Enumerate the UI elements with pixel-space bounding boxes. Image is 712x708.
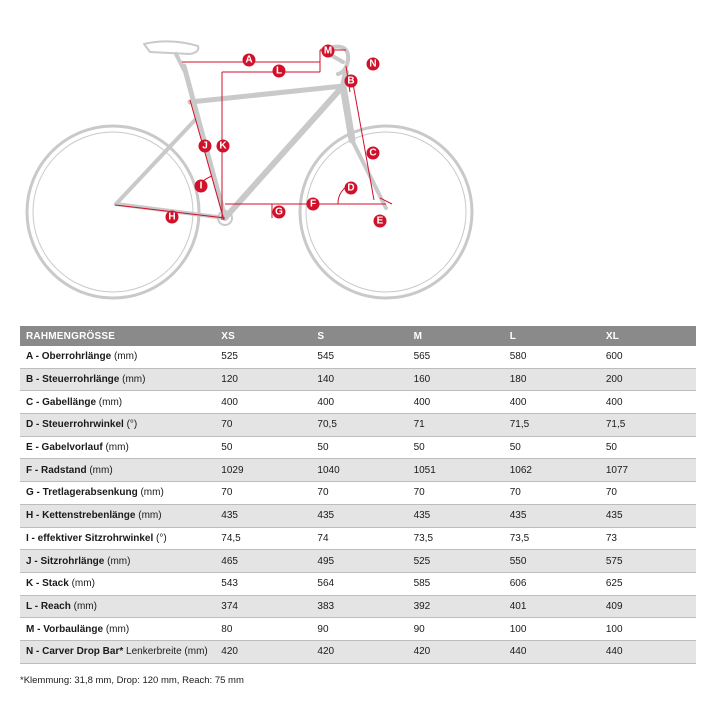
table-row bbox=[20, 391, 696, 414]
row-label-unit: (mm) bbox=[135, 510, 162, 522]
table-cell: 74,5 bbox=[215, 527, 311, 550]
table-cell: 420 bbox=[311, 640, 407, 663]
table-cell: 73,5 bbox=[504, 527, 600, 550]
svg-text:B: B bbox=[347, 75, 355, 87]
table-cell: 120 bbox=[215, 368, 311, 391]
svg-text:E: E bbox=[376, 215, 384, 227]
row-label bbox=[20, 527, 215, 550]
row-label bbox=[20, 436, 215, 459]
table-cell: 565 bbox=[408, 346, 504, 368]
table-cell: 550 bbox=[504, 550, 600, 573]
table-cell: 200 bbox=[600, 368, 696, 391]
table-cell: 543 bbox=[215, 572, 311, 595]
table-cell: 71,5 bbox=[504, 414, 600, 437]
marker-C bbox=[367, 147, 380, 160]
table-cell: 140 bbox=[311, 368, 407, 391]
row-label bbox=[20, 640, 215, 663]
table-cell: 625 bbox=[600, 572, 696, 595]
table-cell: 545 bbox=[311, 346, 407, 368]
table-cell: 50 bbox=[504, 436, 600, 459]
header-size-xl: XL bbox=[600, 326, 696, 346]
table-cell: 435 bbox=[408, 504, 504, 527]
table-row bbox=[20, 346, 696, 368]
row-label bbox=[20, 459, 215, 482]
table-cell: 50 bbox=[600, 436, 696, 459]
table-row bbox=[20, 414, 696, 437]
svg-text:F: F bbox=[309, 198, 317, 210]
table-cell: 435 bbox=[600, 504, 696, 527]
row-label-unit: (mm) bbox=[111, 351, 138, 363]
table-row bbox=[20, 595, 696, 618]
row-label-name: J - Sitzrohrlänge bbox=[26, 555, 105, 567]
row-label-name: D - Steuerrohrwinkel bbox=[26, 419, 124, 431]
header-size-l: L bbox=[504, 326, 600, 346]
table-cell: 435 bbox=[215, 504, 311, 527]
row-label-name: E - Gabelvorlauf bbox=[26, 442, 103, 454]
table-cell: 70 bbox=[408, 482, 504, 505]
table-row bbox=[20, 640, 696, 663]
marker-B bbox=[345, 75, 358, 88]
table-cell: 495 bbox=[311, 550, 407, 573]
table-cell: 525 bbox=[408, 550, 504, 573]
row-label-name: G - Tretlagerabsenkung bbox=[26, 487, 138, 499]
svg-text:H: H bbox=[168, 211, 176, 223]
table-cell: 392 bbox=[408, 595, 504, 618]
header-size-m: M bbox=[408, 326, 504, 346]
table-cell: 73,5 bbox=[408, 527, 504, 550]
table-cell: 180 bbox=[504, 368, 600, 391]
table-cell: 400 bbox=[215, 391, 311, 414]
row-label-name: F - Radstand bbox=[26, 464, 87, 476]
table-cell: 401 bbox=[504, 595, 600, 618]
table-cell: 73 bbox=[600, 527, 696, 550]
table-cell: 74 bbox=[311, 527, 407, 550]
table-cell: 70,5 bbox=[311, 414, 407, 437]
table-cell: 71,5 bbox=[600, 414, 696, 437]
marker-M bbox=[322, 45, 335, 58]
table-cell: 50 bbox=[408, 436, 504, 459]
row-label bbox=[20, 368, 215, 391]
table-row bbox=[20, 550, 696, 573]
row-label-unit: (mm) bbox=[104, 555, 131, 567]
table-cell: 70 bbox=[215, 414, 311, 437]
row-label-unit: (mm) bbox=[119, 374, 146, 386]
table-header-row bbox=[20, 326, 696, 346]
table-cell: 440 bbox=[504, 640, 600, 663]
row-label-name: B - Steuerrohrlänge bbox=[26, 374, 120, 386]
table-cell: 420 bbox=[215, 640, 311, 663]
table-cell: 606 bbox=[504, 572, 600, 595]
row-label-unit: (mm) bbox=[103, 623, 130, 635]
table-row bbox=[20, 504, 696, 527]
row-label bbox=[20, 504, 215, 527]
marker-H bbox=[166, 211, 179, 224]
table-cell: 160 bbox=[408, 368, 504, 391]
svg-text:K: K bbox=[219, 140, 227, 152]
row-label bbox=[20, 572, 215, 595]
bike-geometry-diagram bbox=[0, 0, 712, 320]
table-cell: 409 bbox=[600, 595, 696, 618]
table-cell: 71 bbox=[408, 414, 504, 437]
header-size-xs: XS bbox=[215, 326, 311, 346]
geometry-table bbox=[20, 326, 696, 664]
table-cell: 1077 bbox=[600, 459, 696, 482]
row-label-name: K - Stack bbox=[26, 578, 69, 590]
svg-text:L: L bbox=[275, 65, 283, 77]
table-row bbox=[20, 572, 696, 595]
table-cell: 400 bbox=[504, 391, 600, 414]
bike-frame bbox=[116, 41, 386, 225]
header-size-s: S bbox=[311, 326, 407, 346]
table-cell: 435 bbox=[504, 504, 600, 527]
marker-N bbox=[367, 58, 380, 71]
row-label-name: M - Vorbaulänge bbox=[26, 623, 104, 635]
geometry-table-body bbox=[20, 346, 696, 663]
marker-J bbox=[199, 140, 212, 153]
marker-F bbox=[307, 198, 320, 211]
row-label-unit: (°) bbox=[123, 419, 138, 431]
table-cell: 600 bbox=[600, 346, 696, 368]
marker-I bbox=[195, 180, 208, 193]
table-cell: 90 bbox=[408, 618, 504, 641]
row-label-unit: (mm) bbox=[86, 464, 113, 476]
table-cell: 100 bbox=[600, 618, 696, 641]
table-cell: 400 bbox=[600, 391, 696, 414]
svg-text:J: J bbox=[202, 140, 208, 152]
row-label-unit: (mm) bbox=[102, 442, 129, 454]
table-row bbox=[20, 527, 696, 550]
table-cell: 70 bbox=[215, 482, 311, 505]
row-label-unit: (mm) bbox=[96, 396, 123, 408]
table-cell: 400 bbox=[311, 391, 407, 414]
row-label-unit: Lenkerbreite (mm) bbox=[123, 646, 208, 658]
table-cell: 575 bbox=[600, 550, 696, 573]
row-label bbox=[20, 391, 215, 414]
table-row bbox=[20, 618, 696, 641]
marker-A bbox=[243, 54, 256, 67]
row-label bbox=[20, 482, 215, 505]
table-cell: 465 bbox=[215, 550, 311, 573]
table-cell: 80 bbox=[215, 618, 311, 641]
row-label-unit: (mm) bbox=[68, 578, 95, 590]
table-cell: 420 bbox=[408, 640, 504, 663]
table-cell: 374 bbox=[215, 595, 311, 618]
table-cell: 1040 bbox=[311, 459, 407, 482]
table-cell: 50 bbox=[311, 436, 407, 459]
table-cell: 440 bbox=[600, 640, 696, 663]
table-cell: 1029 bbox=[215, 459, 311, 482]
table-cell: 585 bbox=[408, 572, 504, 595]
row-label bbox=[20, 595, 215, 618]
table-cell: 70 bbox=[311, 482, 407, 505]
row-label-name: I - effektiver Sitzrohrwinkel bbox=[26, 532, 154, 544]
table-cell: 70 bbox=[504, 482, 600, 505]
table-cell: 1062 bbox=[504, 459, 600, 482]
footnote: *Klemmung: 31,8 mm, Drop: 120 mm, Reach: 75 mm bbox=[20, 675, 244, 686]
row-label-name: A - Oberrohrlänge bbox=[26, 351, 112, 363]
table-cell: 50 bbox=[215, 436, 311, 459]
header-frame-size: RAHMENGRÖSSE bbox=[20, 326, 215, 346]
table-row bbox=[20, 459, 696, 482]
row-label bbox=[20, 414, 215, 437]
table-row bbox=[20, 436, 696, 459]
row-label-unit: (mm) bbox=[70, 600, 97, 612]
row-label bbox=[20, 550, 215, 573]
table-cell: 525 bbox=[215, 346, 311, 368]
table-cell: 100 bbox=[504, 618, 600, 641]
row-label-name: C - Gabellänge bbox=[26, 396, 97, 408]
table-row bbox=[20, 482, 696, 505]
svg-text:I: I bbox=[199, 180, 203, 192]
svg-text:C: C bbox=[369, 147, 377, 159]
table-cell: 435 bbox=[311, 504, 407, 527]
front-wheel bbox=[300, 126, 472, 298]
svg-text:M: M bbox=[323, 45, 333, 57]
table-cell: 90 bbox=[311, 618, 407, 641]
marker-G bbox=[273, 206, 286, 219]
row-label bbox=[20, 346, 215, 368]
table-cell: 1051 bbox=[408, 459, 504, 482]
row-label-unit: (mm) bbox=[137, 487, 164, 499]
marker-D bbox=[345, 182, 358, 195]
marker-K bbox=[217, 140, 230, 153]
row-label-name: L - Reach bbox=[26, 600, 71, 612]
marker-E bbox=[374, 215, 387, 228]
marker-L bbox=[273, 65, 286, 78]
table-cell: 400 bbox=[408, 391, 504, 414]
svg-text:G: G bbox=[275, 206, 283, 218]
row-label-unit: (°) bbox=[153, 532, 167, 544]
table-row bbox=[20, 368, 696, 391]
table-cell: 70 bbox=[600, 482, 696, 505]
table-cell: 564 bbox=[311, 572, 407, 595]
table-cell: 383 bbox=[311, 595, 407, 618]
row-label-name: N - Carver Drop Bar* bbox=[26, 646, 124, 658]
row-label bbox=[20, 618, 215, 641]
svg-text:A: A bbox=[245, 54, 253, 66]
svg-text:D: D bbox=[347, 182, 355, 194]
svg-text:N: N bbox=[369, 58, 377, 70]
row-label-name: H - Kettenstrebenlänge bbox=[26, 510, 136, 522]
table-cell: 580 bbox=[504, 346, 600, 368]
